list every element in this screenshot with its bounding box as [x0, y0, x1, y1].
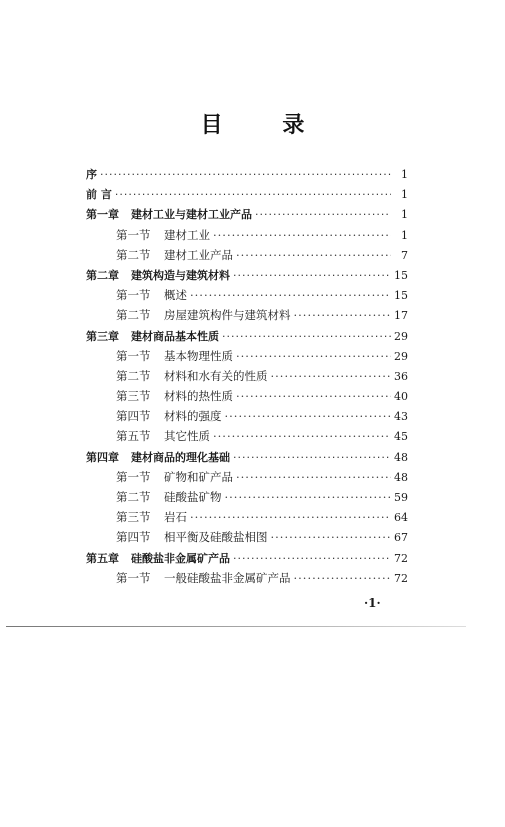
toc-entry-page: 45: [394, 430, 408, 444]
toc-section-entry: [86, 428, 408, 448]
toc-entry-page: 7: [401, 248, 408, 262]
toc-chapter-entry: [86, 449, 408, 469]
toc-entry-page: 64: [394, 511, 408, 525]
toc-section-entry: [86, 509, 408, 529]
toc-entry-number: 第二节: [116, 490, 151, 504]
toc-section-entry: [86, 469, 408, 489]
toc-chapter-entry: [86, 166, 408, 186]
toc-section-entry: [86, 348, 408, 368]
toc-entry-title: 序: [86, 168, 97, 181]
toc-section-entry: [86, 247, 408, 267]
toc-entry-number: 第一节: [116, 288, 151, 303]
page-bottom-rule: [6, 626, 466, 627]
leader-dots: [100, 168, 391, 181]
toc-entry-page: 72: [394, 571, 408, 585]
toc-entry-number: 第二节: [116, 247, 151, 262]
toc-entry-title: 建材工业与建材工业产品: [131, 208, 252, 222]
toc-entry-page: 36: [394, 369, 408, 383]
toc-section-entry: [86, 529, 408, 549]
toc-entry-title: 建材商品的理化基础: [131, 450, 230, 464]
toc-entry-page: 1: [401, 228, 408, 242]
leader-dots: [236, 349, 391, 363]
toc-entry-page: 17: [394, 309, 408, 323]
leader-dots: [236, 248, 391, 262]
toc-chapter-entry: [86, 206, 408, 226]
toc-entry-number: 第一节: [116, 348, 151, 363]
toc-entry-page: 29: [394, 349, 408, 363]
toc-entry-number: 第二章: [86, 268, 119, 282]
page-title: 目 录: [200, 113, 331, 138]
toc-entry-number: 第四节: [116, 530, 151, 545]
leader-dots: [213, 228, 391, 242]
toc-section-entry: [86, 408, 408, 428]
leader-dots: [233, 552, 391, 565]
toc-entry-title: 一般硅酸盐非金属矿产品: [164, 570, 291, 585]
toc-entry-number: 第五章: [86, 551, 119, 565]
table-of-contents: [86, 166, 408, 590]
leader-dots: [294, 571, 392, 585]
toc-section-entry: [86, 307, 408, 327]
toc-entry-number: 第三节: [116, 389, 151, 404]
toc-entry-title: 概述: [164, 288, 187, 303]
leader-dots: [271, 369, 392, 383]
toc-entry-title: 相平衡及硅酸盐相图: [164, 530, 268, 545]
toc-entry-number: 第四节: [116, 409, 151, 424]
toc-entry-title: 房屋建筑构件与建筑材料: [164, 308, 291, 323]
toc-entry-title: 硅酸盐矿物: [164, 490, 222, 504]
leader-dots: [190, 288, 391, 302]
toc-section-entry: [86, 570, 408, 590]
toc-entry-page: 72: [394, 551, 408, 565]
toc-entry-title: 建材商品基本性质: [131, 329, 219, 343]
toc-chapter-entry: [86, 328, 408, 348]
toc-entry-title: 建材工业: [164, 227, 210, 242]
leader-dots: [236, 389, 391, 403]
toc-entry-page: 1: [401, 188, 408, 202]
leader-dots: [271, 530, 392, 544]
toc-entry-title: 材料的强度: [164, 409, 222, 424]
toc-chapter-entry: [86, 186, 408, 206]
leader-dots: [190, 510, 391, 524]
leader-dots: [294, 308, 392, 322]
toc-entry-title: 矿物和矿产品: [164, 469, 233, 484]
toc-entry-number: 第二节: [116, 368, 151, 383]
toc-chapter-entry: [86, 550, 408, 570]
leader-dots: [213, 429, 391, 443]
toc-entry-title: 材料和水有关的性质: [164, 368, 268, 383]
toc-entry-page: 1: [401, 168, 408, 181]
toc-entry-page: 67: [394, 531, 408, 545]
toc-entry-page: 15: [394, 268, 408, 282]
toc-entry-number: 第一节: [116, 227, 151, 242]
toc-entry-number: 第五节: [116, 429, 151, 444]
toc-entry-title: 其它性质: [164, 429, 210, 444]
toc-entry-title: 基本物理性质: [164, 348, 233, 363]
toc-entry-number: 第二节: [116, 308, 151, 323]
toc-entry-page: 1: [401, 208, 408, 222]
toc-entry-number: 第一节: [116, 469, 151, 484]
toc-entry-page: 43: [394, 410, 408, 424]
leader-dots: [255, 208, 391, 221]
toc-entry-page: 48: [394, 470, 408, 484]
toc-entry-page: 15: [394, 289, 408, 303]
toc-entry-page: 48: [394, 450, 408, 464]
leader-dots: [222, 330, 391, 343]
toc-entry-title: 前 言: [86, 188, 112, 202]
toc-entry-number: 第三节: [116, 510, 151, 525]
leader-dots: [225, 490, 392, 504]
leader-dots: [236, 470, 391, 484]
toc-entry-page: 29: [394, 329, 408, 343]
toc-entry-number: 第四章: [86, 450, 119, 464]
toc-section-entry: [86, 388, 408, 408]
toc-entry-title: 硅酸盐非金属矿产品: [131, 551, 230, 565]
page-number: ·1·: [364, 596, 381, 610]
leader-dots: [225, 409, 392, 423]
toc-chapter-entry: [86, 267, 408, 287]
toc-entry-title: 建材工业产品: [164, 247, 233, 262]
toc-section-entry: [86, 368, 408, 388]
toc-entry-title: 岩石: [164, 510, 187, 525]
leader-dots: [233, 451, 391, 464]
toc-section-entry: [86, 489, 408, 509]
toc-entry-page: 40: [394, 390, 408, 404]
toc-entry-page: 59: [394, 491, 408, 504]
toc-section-entry: [86, 227, 408, 247]
toc-entry-number: 第三章: [86, 329, 119, 343]
toc-entry-number: 第一节: [116, 570, 151, 585]
toc-section-entry: [86, 287, 408, 307]
toc-entry-title: 建筑构造与建筑材料: [131, 268, 230, 282]
leader-dots: [115, 188, 391, 201]
toc-entry-title: 材料的热性质: [164, 389, 233, 404]
leader-dots: [233, 269, 391, 282]
toc-entry-number: 第一章: [86, 208, 119, 222]
